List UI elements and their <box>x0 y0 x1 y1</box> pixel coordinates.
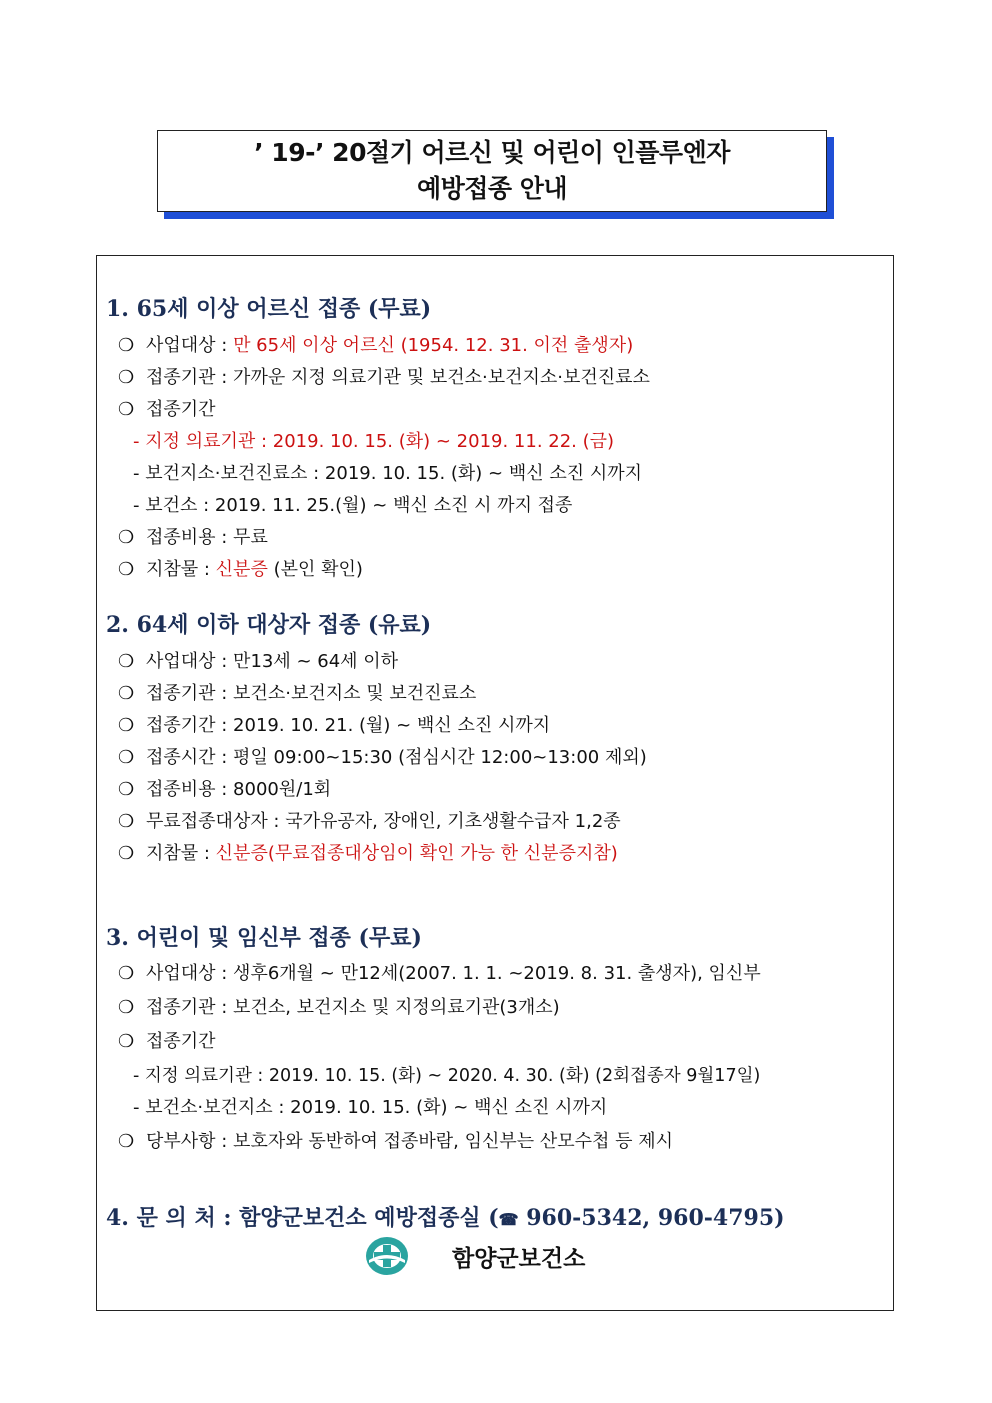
title-line-1: ’ 19-’ 20절기 어르신 및 어린이 인플루엔자 <box>254 138 730 167</box>
section1-heading: 1. 65세 이상 어르신 접종 (무료) <box>106 296 432 322</box>
section1-target: ❍ 사업대상 : 만 65세 이상 어르신 (1954. 12. 31. 이전 출생자) <box>118 335 634 356</box>
section3-period-center: - 보건소·보건지소 : 2019. 10. 15. (화) ~ 백신 소진 시까지 <box>133 1097 608 1118</box>
section3-period-designated: - 지정 의료기관 : 2019. 10. 15. (화) ~ 2020. 4. 30. (화) (2회접종자 9월17일) <box>133 1066 761 1086</box>
section3-notice: ❍ 당부사항 : 보호자와 동반하여 접종바람, 임신부는 산모수첩 등 제시 <box>118 1131 674 1152</box>
section3-heading: 3. 어린이 및 임신부 접종 (무료) <box>106 925 422 951</box>
section2-institution: ❍ 접종기관 : 보건소·보건지소 및 보건진료소 <box>118 683 477 704</box>
section2-bring-note: (무료접종대상임이 확인 가능 한 신분증지참) <box>267 843 618 864</box>
section2-period: ❍ 접종기간 : 2019. 10. 21. (월) ~ 백신 소진 시까지 <box>118 715 551 736</box>
section2-hours: ❍ 접종시간 : 평일 09:00~15:30 (점심시간 12:00~13:00 제외) <box>118 747 647 768</box>
section1-period-label: ❍ 접종기간 <box>118 399 216 420</box>
title-box <box>157 130 827 212</box>
phone-icon: ☎ <box>498 1210 519 1229</box>
section1-period-center: - 보건소 : 2019. 11. 25.(월) ~ 백신 소진 시 까지 접종 <box>133 495 573 516</box>
section1-bring-value: 신분증 <box>215 559 268 580</box>
section1-bring: ❍ 지참물 : 신분증 (본인 확인) <box>118 559 363 580</box>
section2-bring: ❍ 지참물 : 신분증(무료접종대상임이 확인 가능 한 신분증지참) <box>118 843 618 864</box>
section2-bring-value: 신분증 <box>215 843 268 864</box>
title-frame <box>157 130 827 212</box>
section4-contact: 4. 문 의 처 : 함양군보건소 예방접종실 (☎ 960-5342, 960-4795) <box>106 1205 785 1231</box>
footer-org-name: 함양군보건소 <box>452 1245 586 1272</box>
section3-period-label: ❍ 접종기간 <box>118 1031 216 1052</box>
section2-cost: ❍ 접종비용 : 8000원/1회 <box>118 779 332 800</box>
section3-institution: ❍ 접종기관 : 보건소, 보건지소 및 지정의료기관(3개소) <box>118 997 560 1018</box>
health-center-cross-logo-icon <box>365 1236 409 1276</box>
section2-free-targets: ❍ 무료접종대상자 : 국가유공자, 장애인, 기초생활수급자 1,2종 <box>118 811 621 832</box>
section1-period-branch: - 보건지소·보건진료소 : 2019. 10. 15. (화) ~ 백신 소진 시까지 <box>133 463 643 484</box>
section2-target: ❍ 사업대상 : 만13세 ~ 64세 이하 <box>118 651 399 672</box>
title-line-2: 예방접종 안내 <box>416 174 568 203</box>
section1-period-designated: - 지정 의료기관 : 2019. 10. 15. (화) ~ 2019. 11. 22. (금) <box>133 431 615 452</box>
section1-institution: ❍ 접종기관 : 가까운 지정 의료기관 및 보건소·보건지소·보건진료소 <box>118 367 650 388</box>
footer <box>365 1236 625 1280</box>
section3-target: ❍ 사업대상 : 생후6개월 ~ 만12세(2007. 1. 1. ~2019. 8. 31. 출생자), 임신부 <box>118 963 761 984</box>
bullet: ❍ <box>118 335 135 356</box>
section2-heading: 2. 64세 이하 대상자 접종 (유료) <box>106 612 432 638</box>
section1-cost: ❍ 접종비용 : 무료 <box>118 527 268 548</box>
section1-target-value: 만 65세 이상 어르신 (1954. 12. 31. 이전 출생자) <box>233 335 634 356</box>
